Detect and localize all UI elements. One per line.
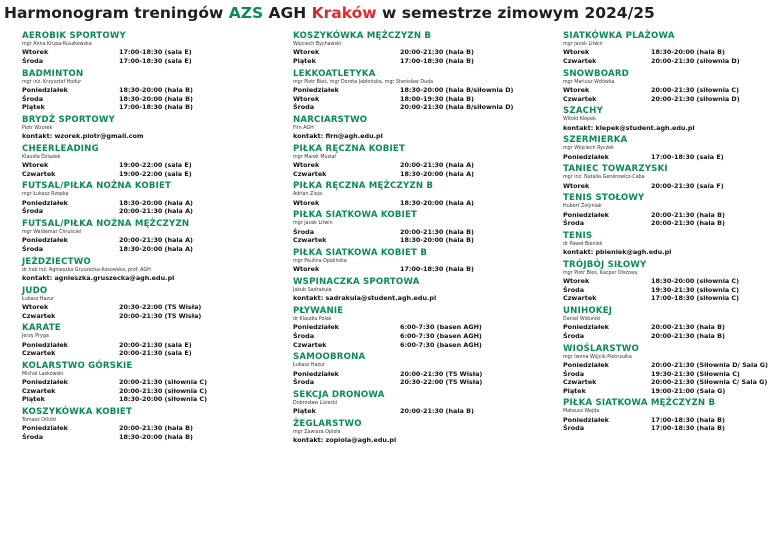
day-label: Czwartek bbox=[293, 340, 327, 349]
time-venue: 17:00-18:30 (hala B) bbox=[400, 265, 474, 274]
day-label: Wtorek bbox=[293, 48, 320, 57]
coach-name: Dobrosław Lisiecki bbox=[293, 400, 338, 406]
day-label: Piątek bbox=[563, 386, 586, 395]
schedule-column-3 bbox=[563, 28, 768, 433]
time-venue: 18:30-20:00 (hala B) bbox=[119, 94, 193, 103]
time-venue: 19:00-22:00 (sala E) bbox=[119, 169, 192, 178]
time-venue: 18:30-20:00 (siłownia C) bbox=[119, 395, 208, 404]
day-label: Środa bbox=[22, 94, 44, 103]
day-label: Poniedziałek bbox=[22, 378, 68, 387]
schedule-row bbox=[22, 349, 284, 358]
sport-section bbox=[293, 180, 555, 207]
sport-name: FUTSAL/PIŁKA NOŻNA KOBIET bbox=[22, 181, 172, 192]
day-label: Czwartek bbox=[293, 236, 327, 245]
sport-name: UNIHOKEJ bbox=[563, 305, 613, 316]
sport-name: SEKCJA DRONOWA bbox=[293, 389, 385, 400]
sport-section bbox=[563, 105, 768, 132]
time-venue: 20:00-21:30 (hala A) bbox=[119, 207, 193, 216]
day-label: Środa bbox=[22, 57, 44, 65]
sport-name: PIŁKA RĘCZNA MĘŻCZYZN B bbox=[293, 181, 434, 192]
day-label: Środa bbox=[293, 227, 315, 236]
time-venue: 19:30-21:30 (siłownia C) bbox=[651, 285, 740, 294]
day-label: Wtorek bbox=[563, 181, 590, 190]
time-venue: 18:30-20:00 (hala A) bbox=[400, 198, 474, 207]
sport-name: SNOWBOARD bbox=[563, 68, 629, 79]
time-venue: 19:30-21:30 (Siłownia C) bbox=[651, 369, 740, 378]
day-label: Środa bbox=[563, 219, 585, 228]
day-label: Czwartek bbox=[563, 94, 597, 103]
sport-section bbox=[563, 397, 768, 433]
day-label: Poniedziałek bbox=[22, 424, 68, 433]
coach-name: mgr Jacek Litwin bbox=[293, 221, 333, 227]
sport-section bbox=[293, 305, 555, 349]
coach-name: mgr inż. Natalia Generowicz-Caba bbox=[563, 175, 645, 181]
time-venue: 18:30-20:00 (hala A) bbox=[400, 169, 474, 178]
day-label: Poniedziałek bbox=[293, 86, 339, 94]
time-venue: 20:30-22:00 (TS Wisła) bbox=[400, 378, 483, 387]
sport-section bbox=[293, 351, 555, 387]
schedule-row bbox=[293, 228, 555, 237]
time-venue: 19:00-22:00 (sala E) bbox=[119, 161, 192, 170]
schedule-row bbox=[293, 103, 555, 112]
time-venue: 18:30-20:00 (siłownia C) bbox=[651, 277, 740, 286]
time-venue: 19:00-21:00 (Sala G) bbox=[651, 386, 726, 395]
day-label: Poniedziałek bbox=[22, 236, 68, 245]
coach-name: Adrian Zioja bbox=[293, 192, 322, 198]
sport-name: JEŹDZIECTWO bbox=[22, 256, 91, 267]
sport-section bbox=[22, 143, 284, 179]
sport-name: TENIS bbox=[563, 230, 593, 241]
sport-section bbox=[293, 30, 555, 66]
schedule-row bbox=[22, 341, 284, 350]
sport-name: PIŁKA RĘCZNA KOBIET bbox=[293, 143, 406, 154]
sport-name: LEKKOATLETYKA bbox=[293, 68, 376, 79]
day-label: Czwartek bbox=[22, 311, 56, 320]
time-venue: 17:00-18:30 (hala B) bbox=[119, 103, 193, 112]
time-venue: 18:30-20:00 (hala A) bbox=[119, 244, 193, 253]
sport-section bbox=[293, 143, 555, 179]
coach-name: mgr Piotr Bieś, Kacper Olszowy bbox=[563, 270, 638, 276]
time-venue: 18:30-20:00 (hala B) bbox=[119, 86, 193, 94]
time-venue: 17:00-18:30 (hala B) bbox=[400, 57, 474, 65]
schedule-row bbox=[22, 48, 284, 57]
sport-section bbox=[22, 256, 284, 283]
time-venue: 17:00-18:30 (sala E) bbox=[119, 57, 192, 65]
time-venue: 17:00-18:30 (sala E) bbox=[651, 152, 724, 161]
schedule-column-2 bbox=[293, 28, 555, 445]
schedule-row bbox=[22, 387, 284, 396]
sport-name: JUDO bbox=[22, 285, 48, 296]
coach-name: mgr Paulina Opalińska bbox=[293, 258, 347, 264]
time-venue: 20:00-21:30 (hala B) bbox=[651, 210, 725, 219]
time-venue: 20:00-21:30 (hala B) bbox=[400, 407, 474, 416]
sport-name: SZERMIERKA bbox=[563, 135, 628, 146]
sport-section bbox=[293, 389, 555, 416]
coach-name: Piotr Wzorek bbox=[22, 125, 53, 131]
day-label: Poniedziałek bbox=[293, 369, 339, 378]
sport-name: FUTSAL/PIŁKA NOŻNA MĘŻCZYZN bbox=[22, 218, 190, 229]
time-venue: 20:00-21:30 (hala A) bbox=[400, 161, 474, 170]
day-label: Środa bbox=[22, 432, 44, 441]
day-label: Wtorek bbox=[563, 86, 590, 94]
coach-name: Jakub Sadrakuła bbox=[293, 287, 332, 293]
sport-name: TENIS STOŁOWY bbox=[563, 193, 645, 204]
day-label: Środa bbox=[563, 285, 585, 294]
schedule-row bbox=[563, 361, 768, 370]
sport-section bbox=[22, 406, 284, 442]
coach-name: mgr Marek Musiał bbox=[293, 154, 336, 160]
schedule-row bbox=[22, 161, 284, 170]
sport-name: ŻEGLARSTWO bbox=[293, 418, 362, 429]
schedule-row bbox=[22, 378, 284, 387]
time-venue: 18:30-20:00 (hala B/siłownia D) bbox=[400, 86, 514, 94]
schedule-row bbox=[563, 57, 768, 66]
coach-name: Michał Laskowski bbox=[22, 371, 64, 377]
schedule-row bbox=[293, 236, 555, 245]
schedule-row bbox=[563, 387, 768, 396]
sport-section bbox=[22, 360, 284, 404]
sport-name: TANIEC TOWARZYSKI bbox=[563, 164, 668, 175]
coach-name: mgr Jacek Litwin bbox=[563, 42, 603, 47]
schedule-row bbox=[563, 416, 768, 425]
time-venue: 6:00-7:30 (basen AGH) bbox=[400, 331, 482, 340]
coach-name: Tomasz Orlicki bbox=[22, 417, 57, 423]
contact-email: kontakt: agnieszka.gruszecka@agh.edu.pl bbox=[22, 273, 175, 282]
schedule-row bbox=[563, 286, 768, 295]
time-venue: 20:00-21:30 (hala B) bbox=[651, 219, 725, 228]
schedule-row bbox=[563, 378, 768, 387]
schedule-row bbox=[22, 170, 284, 179]
day-label: Piątek bbox=[22, 395, 45, 404]
schedule-row bbox=[563, 86, 768, 95]
schedule-row bbox=[293, 161, 555, 170]
schedule-row bbox=[293, 378, 555, 387]
schedule-column-1 bbox=[22, 28, 284, 442]
schedule-row bbox=[563, 95, 768, 104]
day-label: Czwartek bbox=[22, 169, 56, 178]
schedule-row bbox=[22, 86, 284, 95]
schedule-row bbox=[293, 323, 555, 332]
sport-name: NARCIARSTWO bbox=[293, 114, 368, 125]
schedule-row bbox=[22, 312, 284, 321]
sport-section bbox=[563, 134, 768, 161]
sport-name: KARATE bbox=[22, 323, 61, 334]
day-label: Piątek bbox=[293, 57, 316, 65]
schedule-row bbox=[563, 294, 768, 303]
day-label: Piątek bbox=[293, 407, 316, 416]
coach-name: Klaudia Dziadek bbox=[22, 154, 61, 160]
schedule-row bbox=[293, 95, 555, 104]
contact-email: kontakt: wzorek.piotr@gmail.com bbox=[22, 132, 144, 141]
day-label: Czwartek bbox=[293, 169, 327, 178]
title-text: Harmonogram treningów bbox=[4, 4, 229, 22]
schedule-row bbox=[563, 323, 768, 332]
contact-email: kontakt: firn@agh.edu.pl bbox=[293, 132, 383, 141]
day-label: Wtorek bbox=[293, 265, 320, 274]
coach-name: mgr Zawisza Opioła bbox=[293, 429, 341, 435]
schedule-row bbox=[293, 170, 555, 179]
sport-name: SZACHY bbox=[563, 106, 603, 117]
schedule-row bbox=[563, 424, 768, 433]
title-agh: AGH bbox=[268, 4, 307, 22]
day-label: Czwartek bbox=[563, 57, 597, 65]
day-label: Poniedziałek bbox=[563, 323, 609, 332]
schedule-row bbox=[22, 95, 284, 104]
time-venue: 18:30-20:00 (hala B) bbox=[651, 48, 725, 57]
day-label: Wtorek bbox=[563, 48, 590, 57]
schedule-row bbox=[22, 303, 284, 312]
coach-name: mgr Mariusz Wdówka bbox=[563, 79, 615, 85]
schedule-row bbox=[563, 48, 768, 57]
coach-name: mgr Łukasz Rzepka bbox=[22, 192, 69, 198]
schedule-row bbox=[22, 245, 284, 254]
sport-section bbox=[22, 322, 284, 358]
time-venue: 20:00-21:30 (sala F) bbox=[651, 181, 724, 190]
sport-section bbox=[563, 163, 768, 190]
sport-section bbox=[293, 276, 555, 303]
day-label: Środa bbox=[563, 331, 585, 340]
day-label: Poniedziałek bbox=[22, 340, 68, 349]
schedule-row bbox=[563, 211, 768, 220]
time-venue: 20:00-21:30 (hala B) bbox=[651, 323, 725, 332]
schedule-row bbox=[22, 103, 284, 112]
sport-section bbox=[293, 209, 555, 245]
schedule-row bbox=[563, 153, 768, 162]
time-venue: 17:00-18:30 (sala E) bbox=[119, 48, 192, 57]
time-venue: 17:00-18:30 (hala B) bbox=[651, 424, 725, 433]
schedule-row bbox=[22, 236, 284, 245]
title-krakow: Kraków bbox=[311, 4, 377, 22]
time-venue: 20:00-21:30 (Siłownia C/ Sala G) bbox=[651, 378, 768, 387]
sport-name: TRÓJBÓJ SIŁOWY bbox=[563, 259, 647, 270]
day-label: Środa bbox=[563, 424, 585, 433]
schedule-row bbox=[293, 199, 555, 208]
time-venue: 20:00-21:30 (siłownia C) bbox=[119, 386, 208, 395]
day-label: Poniedziałek bbox=[563, 152, 609, 161]
sport-name: PIŁKA SIATKOWA MĘŻCZYZN B bbox=[563, 398, 716, 409]
schedule-row bbox=[563, 277, 768, 286]
day-label: Poniedziałek bbox=[293, 323, 339, 332]
day-label: Wtorek bbox=[293, 161, 320, 170]
sport-section bbox=[293, 68, 555, 112]
day-label: Środa bbox=[293, 378, 315, 387]
sport-section bbox=[563, 192, 768, 228]
time-venue: 20:00-21:30 (hala B) bbox=[400, 227, 474, 236]
time-venue: 20:00-21:30 (sala E) bbox=[119, 349, 192, 358]
time-venue: 20:00-21:30 (hala B) bbox=[400, 48, 474, 57]
coach-name: Łukasz Hazur bbox=[293, 363, 325, 369]
sport-name: KOLARSTWO GÓRSKIE bbox=[22, 360, 133, 371]
coach-name: mgr Wojciech Ryczek bbox=[563, 146, 614, 152]
contact-email: kontakt: klepek@student.agh.edu.pl bbox=[563, 123, 695, 132]
sport-name: PIŁKA SIATKOWA KOBIET B bbox=[293, 247, 428, 258]
schedule-row bbox=[293, 407, 555, 416]
sport-section bbox=[293, 114, 555, 141]
day-label: Czwartek bbox=[22, 386, 56, 395]
day-label: Wtorek bbox=[22, 48, 49, 57]
schedule-row bbox=[563, 182, 768, 191]
schedule-row bbox=[563, 219, 768, 228]
schedule-row bbox=[293, 57, 555, 66]
coach-name: dr Paweł Bieniek bbox=[563, 241, 603, 247]
day-label: Wtorek bbox=[22, 302, 49, 311]
day-label: Poniedziałek bbox=[563, 415, 609, 424]
day-label: Poniedziałek bbox=[22, 86, 68, 94]
sport-section bbox=[563, 259, 768, 303]
schedule-columns bbox=[0, 28, 768, 540]
day-label: Czwartek bbox=[563, 294, 597, 303]
time-venue: 20:00-21:30 (siłownia C) bbox=[119, 378, 208, 387]
time-venue: 20:00-21:30 (siłownia D) bbox=[651, 57, 740, 65]
title-semester: w semestrze zimowym 2024/25 bbox=[376, 4, 655, 22]
time-venue: 20:00-21:30 (siłownia D) bbox=[651, 94, 740, 103]
schedule-row bbox=[22, 57, 284, 66]
time-venue: 20:00-21:30 (hala B) bbox=[119, 424, 193, 433]
sport-name: WIOŚLARSTWO bbox=[563, 343, 639, 354]
schedule-row bbox=[22, 424, 284, 433]
sport-section bbox=[22, 30, 284, 66]
coach-name: dr Klaudia Polak bbox=[293, 316, 332, 322]
day-label: Poniedziałek bbox=[563, 360, 609, 369]
day-label: Czwartek bbox=[22, 349, 56, 358]
schedule-row bbox=[22, 199, 284, 208]
coach-name: mgr Iwona Wójcik-Pietruszka bbox=[563, 354, 632, 360]
time-venue: 20:00-21:30 (hala A) bbox=[119, 236, 193, 245]
day-label: Środa bbox=[293, 331, 315, 340]
sport-name: KOSZYKÓWKA KOBIET bbox=[22, 406, 133, 417]
time-venue: 6:00-7:30 (basen AGH) bbox=[400, 340, 482, 349]
sport-name: BADMINTON bbox=[22, 68, 84, 79]
sport-section bbox=[293, 418, 555, 445]
time-venue: 18:30-20:00 (hala A) bbox=[119, 198, 193, 207]
day-label: Wtorek bbox=[22, 161, 49, 170]
time-venue: 6:00-7:30 (basen AGH) bbox=[400, 323, 482, 332]
coach-name: Hubert Żołyniak bbox=[563, 204, 602, 210]
coach-name: Witold Klepek bbox=[563, 117, 596, 123]
time-venue: 17:00-18:30 (hala B) bbox=[651, 415, 725, 424]
sport-name: PIŁKA SIATKOWA KOBIET bbox=[293, 210, 418, 221]
time-venue: 17:00-18:30 (siłownia C) bbox=[651, 294, 740, 303]
sport-name: CHEERLEADING bbox=[22, 143, 99, 154]
schedule-row bbox=[293, 86, 555, 95]
sport-section bbox=[22, 218, 284, 254]
day-label: Wtorek bbox=[293, 94, 320, 103]
coach-name: Wojciech Bychawski bbox=[293, 42, 342, 47]
sport-name: WSPINACZKA SPORTOWA bbox=[293, 276, 420, 287]
schedule-row bbox=[293, 370, 555, 379]
time-venue: 20:00-21:30 (hala B/siłownia D) bbox=[400, 103, 514, 112]
sport-section bbox=[563, 230, 768, 257]
coach-name: mgr Waldemar Chruściel bbox=[22, 229, 82, 235]
sport-section bbox=[22, 180, 284, 216]
coach-name: Daniel Widurski bbox=[563, 316, 601, 322]
contact-email: kontakt: zopiola@agh.edu.pl bbox=[293, 436, 397, 445]
sport-name: KOSZYKÓWKA MĘŻCZYZN B bbox=[293, 31, 432, 41]
time-venue: 20:00-21:30 (sala E) bbox=[119, 340, 192, 349]
day-label: Wtorek bbox=[563, 277, 590, 286]
coach-name: dr hab inż. Agnieszka Gruszecka-Kosowska, prof. AGH bbox=[22, 267, 151, 273]
sport-name: BRYDŻ SPORTOWY bbox=[22, 114, 115, 125]
sport-name: SIATKÓWKA PLAŻOWA bbox=[563, 31, 675, 41]
sport-section bbox=[293, 247, 555, 274]
sport-section bbox=[22, 285, 284, 321]
day-label: Wtorek bbox=[293, 198, 320, 207]
time-venue: 20:30-22:00 (TS Wisła) bbox=[119, 302, 202, 311]
sport-name: PŁYWANIE bbox=[293, 305, 344, 316]
contact-email: kontakt: sadrakula@student.agh.edu.pl bbox=[293, 294, 437, 303]
coach-name: mgr Piotr Bieś, mgr Dorota Jabłońska, mgr Stanisław Duda bbox=[293, 79, 434, 85]
coach-name: Mateusz Wajda bbox=[563, 409, 600, 415]
page-title bbox=[0, 0, 768, 26]
sport-section bbox=[563, 305, 768, 341]
time-venue: 18:30-20:00 (hala B) bbox=[400, 236, 474, 245]
schedule-row bbox=[563, 370, 768, 379]
day-label: Czwartek bbox=[563, 378, 597, 387]
sport-section bbox=[22, 114, 284, 141]
sport-name: SAMOOBRONA bbox=[293, 352, 366, 363]
schedule-row bbox=[293, 48, 555, 57]
schedule-row bbox=[22, 207, 284, 216]
coach-name: mgr Anna Krupa-Ruszkowska bbox=[22, 42, 92, 47]
schedule-row bbox=[22, 433, 284, 442]
day-label: Piątek bbox=[22, 103, 45, 112]
coach-name: Firn AGH bbox=[293, 125, 314, 131]
time-venue: 18:30-20:00 (hala B) bbox=[119, 432, 193, 441]
title-azs: AZS bbox=[228, 4, 264, 22]
time-venue: 20:00-21:30 (Siłownia D/ Sala G) bbox=[651, 360, 768, 369]
time-venue: 20:00-21:30 (TS Wisła) bbox=[400, 369, 483, 378]
sport-section bbox=[22, 68, 284, 112]
sport-section bbox=[563, 68, 768, 104]
time-venue: 20:00-21:30 (TS Wisła) bbox=[119, 311, 202, 320]
day-label: Poniedziałek bbox=[563, 210, 609, 219]
coach-name: Jerzy Pryga bbox=[22, 334, 49, 340]
sport-section bbox=[563, 30, 768, 66]
sport-section bbox=[563, 343, 768, 396]
schedule-row bbox=[293, 332, 555, 341]
sport-name: AEROBIK SPORTOWY bbox=[22, 31, 126, 41]
schedule-row bbox=[22, 395, 284, 404]
coach-name: Łukasz Hazur bbox=[22, 296, 54, 302]
time-venue: 20:00-21:30 (siłownia C) bbox=[651, 86, 740, 94]
schedule-row bbox=[563, 332, 768, 341]
schedule-row bbox=[293, 265, 555, 274]
coach-name: mgr inż. Krzysztof Hodur bbox=[22, 79, 82, 85]
day-label: Poniedziałek bbox=[22, 198, 68, 207]
day-label: Środa bbox=[22, 207, 44, 216]
schedule-row bbox=[293, 341, 555, 350]
time-venue: 20:00-21:30 (hala B) bbox=[651, 331, 725, 340]
time-venue: 18:00-19:30 (hala B) bbox=[400, 94, 474, 103]
day-label: Środa bbox=[563, 369, 585, 378]
day-label: Środa bbox=[293, 103, 315, 112]
contact-email: kontakt: pbieniek@agh.edu.pl bbox=[563, 248, 672, 257]
day-label: Środa bbox=[22, 244, 44, 253]
